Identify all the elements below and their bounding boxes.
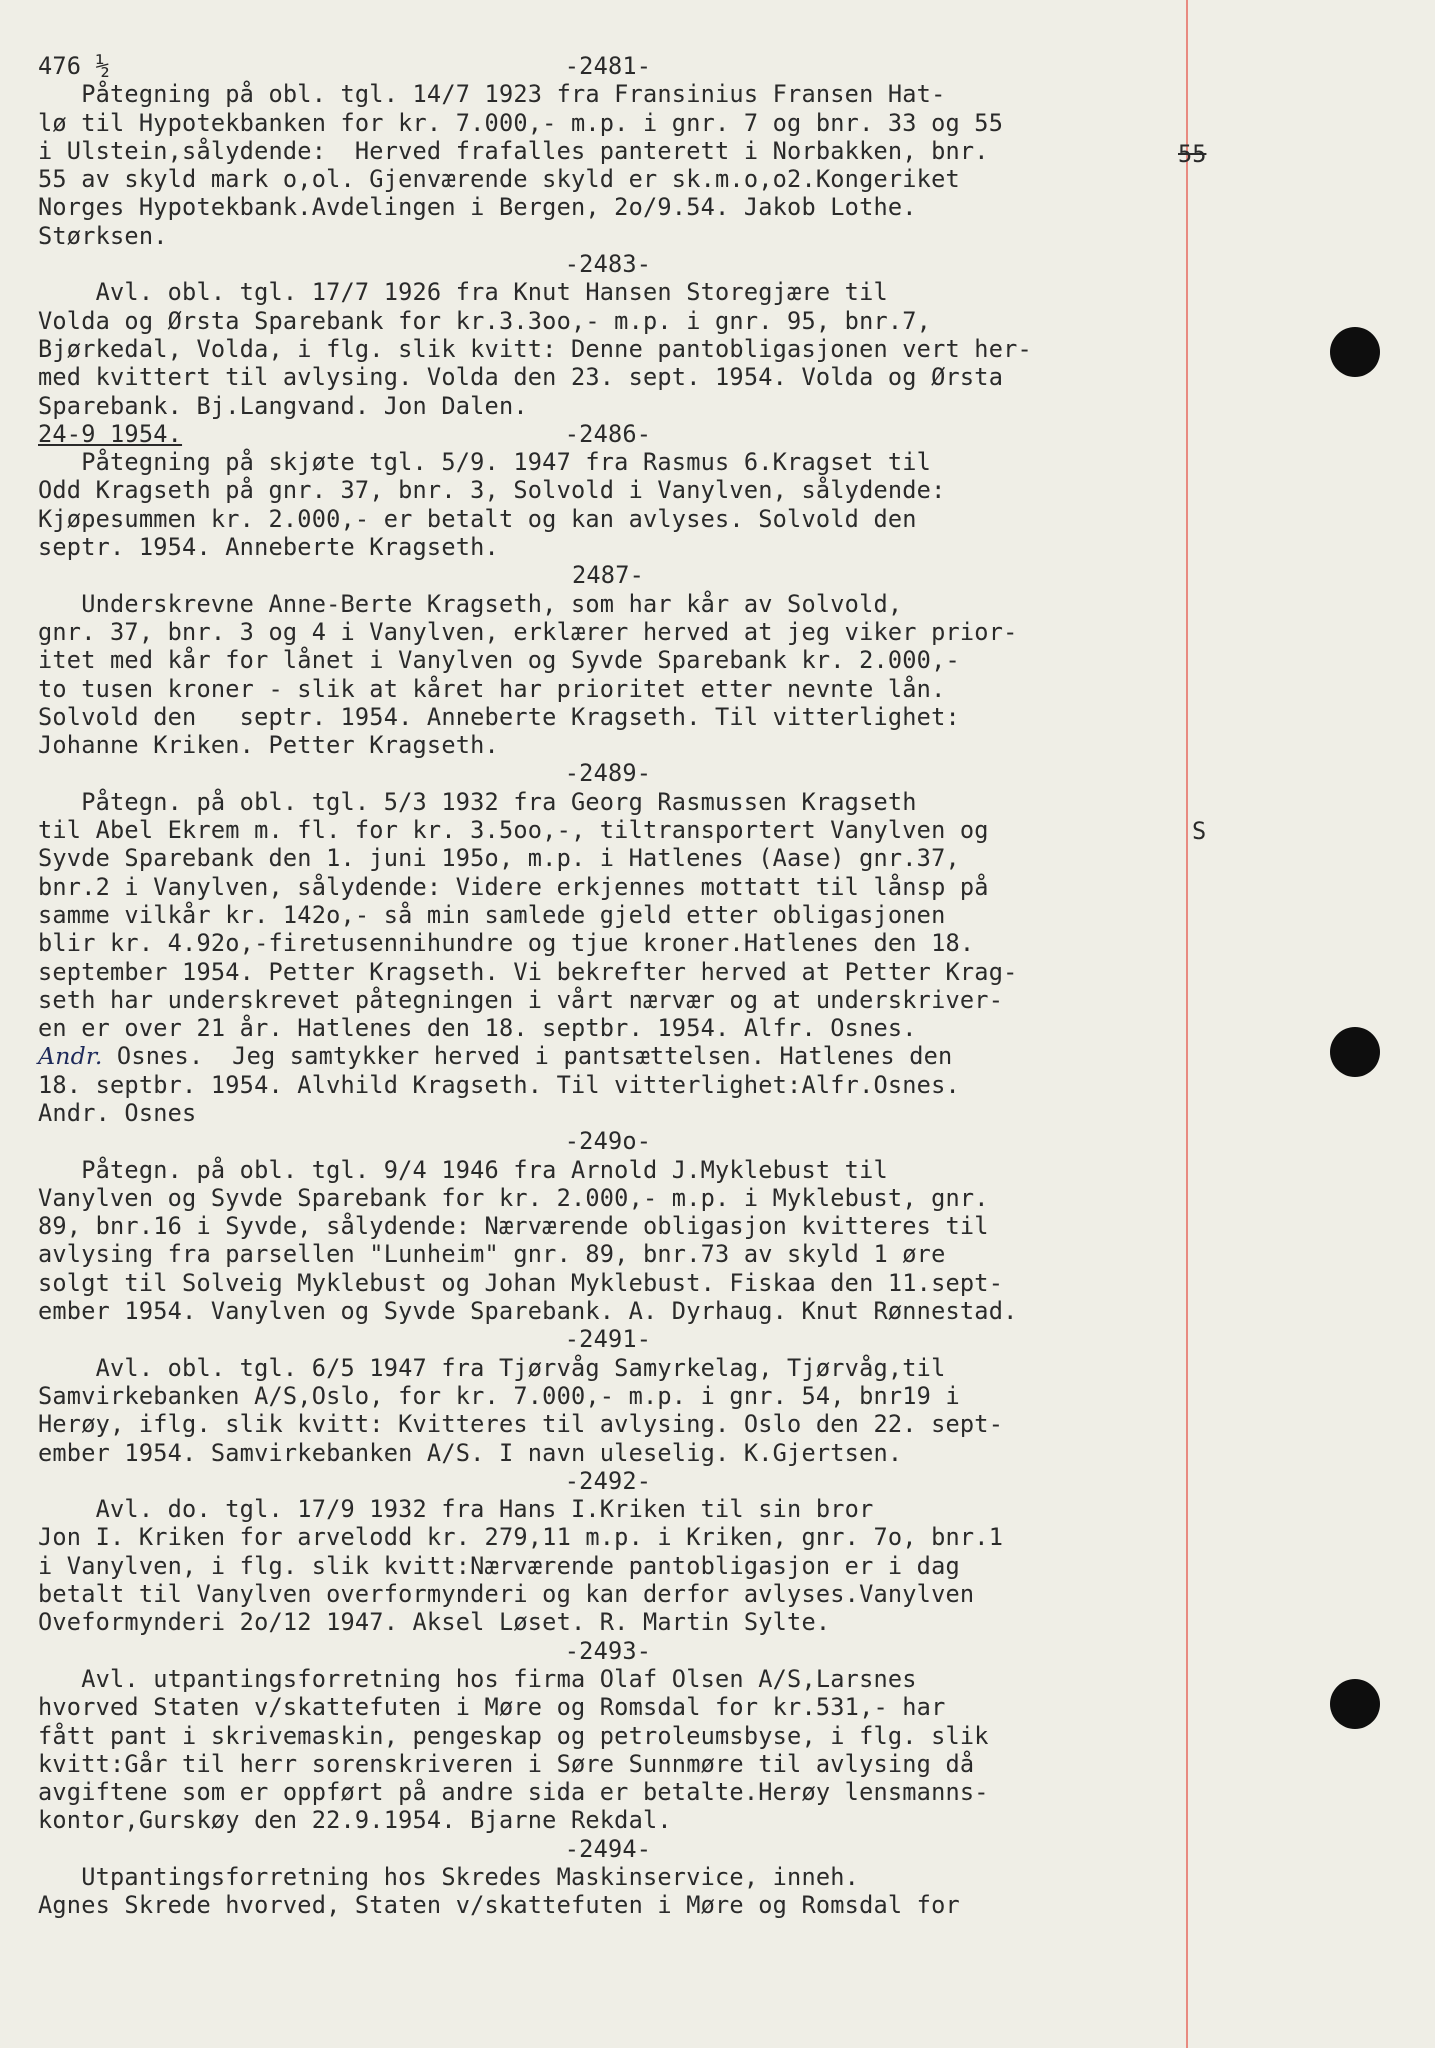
text-line: Norges Hypotekbank.Avdelingen i Bergen, 2o/9.54. Jakob Lothe. [38,193,917,222]
text-line: Oveformynderi 2o/12 1947. Aksel Løset. R. Martin Sylte. [38,1608,831,1637]
text-line: Agnes Skrede hvorved, Staten v/skattefuten i Møre og Romsdal for [38,1891,960,1920]
entry [38,1325,1188,1466]
punch-hole-bottom [1330,1679,1380,1729]
text-line: samme vilkår kr. 142o,- så min samlede gjeld etter obligasjonen [38,900,946,929]
entry-number-text: -2486- [564,419,652,448]
punch-hole-middle [1330,1027,1380,1077]
text-line: itet med kår for lånet i Vanylven og Syvde Sparebank kr. 2.000,- [38,646,960,675]
entry-number-text: -2481- [564,52,652,80]
text-line: blir kr. 4.92o,-firetusennihundre og tjue kroner.Hatlenes den 18. [38,929,975,958]
side-mark-s: S [1192,817,1207,845]
text-line: Påtegn. på obl. tgl. 9/4 1946 fra Arnold J.Myklebust til [38,1155,888,1184]
text-line: Sparebank. Bj.Langvand. Jon Dalen. [38,391,528,420]
entry-number [38,52,1178,80]
entry-number: -249o- [564,1127,652,1156]
text-line: kvitt:Går til herr sorenskriveren i Søre Sunnmøre til avlysing då [38,1749,975,1778]
text-line: Avl. do. tgl. 17/9 1932 fra Hans I.Kriken til sin bror [38,1495,874,1524]
text-line: Underskrevne Anne-Berte Kragseth, som har kår av Solvold, [38,589,903,618]
text-line: Syvde Sparebank den 1. juni 195o, m.p. i Hatlenes (Aase) gnr.37, [38,844,960,873]
text-line: fått pant i skrivemaskin, pengeskap og petroleumsbyse, i flg. slik [38,1721,989,1750]
text-line: med kvittert til avlysing. Volda den 23. sept. 1954. Volda og Ørsta [38,363,1004,392]
text-line: kontor,Gurskøy den 22.9.1954. Bjarne Rekdal. [38,1806,672,1835]
entry [38,420,1188,561]
text-line [38,1042,1188,1070]
entry [38,1835,1188,1920]
text-line: seth har underskrevet påtegningen i vårt nærvær og at underskriver- [38,985,1004,1014]
text-line: Bjørkedal, Volda, i flg. slik kvitt: Denne pantobligasjonen vert her- [38,334,1032,363]
entry [38,759,1188,1127]
entry-number: -2492- [564,1466,652,1495]
text-line: 89, bnr.16 i Syvde, sålydende: Nærværende obligasjon kvitteres til [38,1212,989,1241]
text-line: Påtegning på obl. tgl. 14/7 1923 fra Fransinius Fransen Hat- [38,80,946,109]
text-line: Utpantingsforretning hos Skredes Maskinservice, inneh. [38,1863,860,1891]
text-line: avlysing fra parsellen "Lunheim" gnr. 89, bnr.73 av skyld 1 øre [38,1240,946,1269]
entry [38,561,1188,759]
text-line-rest: Osnes. Jeg samtykker herved i pantsættelsen. Hatlenes den [102,1042,953,1071]
text-line: Andr. Osnes [38,1098,197,1127]
text-line: solgt til Solveig Myklebust og Johan Myklebust. Fiskaa den 11.sept- [38,1268,1004,1297]
entry [38,250,1188,420]
text-line: 55 av skyld mark o,ol. Gjenværende skyld er sk.m.o,o2.Kongeriket [38,165,960,194]
text-line: Vanylven og Syvde Sparebank for kr. 2.000,- m.p. i Myklebust, gnr. [38,1183,989,1212]
text-line: Påtegning på skjøte tgl. 5/9. 1947 fra Rasmus 6.Kragset til [38,448,932,477]
text-line: hvorved Staten v/skattefuten i Møre og Romsdal for kr.531,- har [38,1693,946,1722]
text-line: Jon I. Kriken for arvelodd kr. 279,11 m.p. i Kriken, gnr. 7o, bnr.1 [38,1523,1004,1552]
entry-number: 2487- [571,561,645,590]
text-line: 18. septbr. 1954. Alvhild Kragseth. Til vitterlighet:Alfr.Osnes. [38,1070,960,1099]
text-line: ember 1954. Samvirkebanken A/S. I navn uleselig. K.Gjertsen. [38,1438,903,1467]
handwritten-annotation: Andr. [38,1042,103,1071]
entry-number: -2494- [564,1834,652,1863]
text-line: en er over 21 år. Hatlenes den 18. septbr. 1954. Alfr. Osnes. [38,1014,917,1043]
entry-number: -2489- [564,759,652,788]
text-line: Herøy, iflg. slik kvitt: Kvitteres til avlysing. Oslo den 22. sept- [38,1410,1004,1439]
text-line: i Ulstein,sålydende: Herved frafalles panterett i Norbakken, bnr. [38,136,989,165]
text-line: bnr.2 i Vanylven, sålydende: Videre erkjennes mottatt til lånsp på [38,872,989,901]
entry [38,1127,1188,1325]
text-line: Størksen. [38,221,168,250]
entry-number: -2483- [564,250,652,279]
text-line: ember 1954. Vanylven og Syvde Sparebank. A. Dyrhaug. Knut Rønnestad. [38,1297,1018,1326]
text-line: Solvold den septr. 1954. Anneberte Kragseth. Til vitterlighet: [38,702,960,731]
text-line: septr. 1954. Anneberte Kragseth. [38,533,499,562]
text-line: Avl. obl. tgl. 17/7 1926 fra Knut Hansen Storegjære til [38,278,888,307]
text-line: Avl. utpantingsforretning hos firma Olaf Olsen A/S,Larsnes [38,1664,917,1693]
entry-number: -2493- [564,1636,652,1665]
text-line: betalt til Vanylven overformynderi og kan derfor avlyses.Vanylven [38,1580,975,1609]
entry [38,52,1188,250]
entry-number [38,420,1178,448]
entry [38,1467,1188,1637]
text-line: Volda og Ørsta Sparebank for kr.3.3oo,- m.p. i gnr. 95, bnr.7, [38,306,932,335]
text-line: Johanne Kriken. Petter Kragseth. [38,731,499,760]
text-line: Avl. obl. tgl. 6/5 1947 fra Tjørvåg Samyrkelag, Tjørvåg,til [38,1353,946,1382]
text-line: to tusen kroner - slik at kåret har prioritet etter nevnte lån. [38,674,946,703]
text-line: lø til Hypotekbanken for kr. 7.000,- m.p. i gnr. 7 og bnr. 33 og 55 [38,108,1004,137]
side-mark-55: 55 [1178,140,1207,168]
entry-date-stamp: 24-9 1954. [38,419,183,448]
text-line: Kjøpesummen kr. 2.000,- er betalt og kan avlyses. Solvold den [38,504,917,533]
entry [38,1637,1188,1835]
text-line: gnr. 37, bnr. 3 og 4 i Vanylven, erklærer herved at jeg viker prior- [38,617,1018,646]
text-line: til Abel Ekrem m. fl. for kr. 3.5oo,-, tiltransportert Vanylven og [38,816,989,845]
text-line: Samvirkebanken A/S,Oslo, for kr. 7.000,- m.p. i gnr. 54, bnr19 i [38,1381,960,1410]
text-line: i Vanylven, i flg. slik kvitt:Nærværende pantobligasjon er i dag [38,1551,960,1580]
text-line: Påtegn. på obl. tgl. 5/3 1932 fra Georg Rasmussen Kragseth [38,787,917,816]
punch-hole-top [1330,327,1380,377]
text-line: Odd Kragseth på gnr. 37, bnr. 3, Solvold i Vanylven, sålydende: [38,476,946,505]
text-line: avgiftene som er oppført på andre sida er betalte.Herøy lensmanns- [38,1778,989,1807]
page-number: 476 ½ [38,52,111,80]
text-line: september 1954. Petter Kragseth. Vi bekrefter herved at Petter Krag- [38,957,1018,986]
entry-number: -2491- [564,1325,652,1354]
document-text [38,52,1188,1920]
